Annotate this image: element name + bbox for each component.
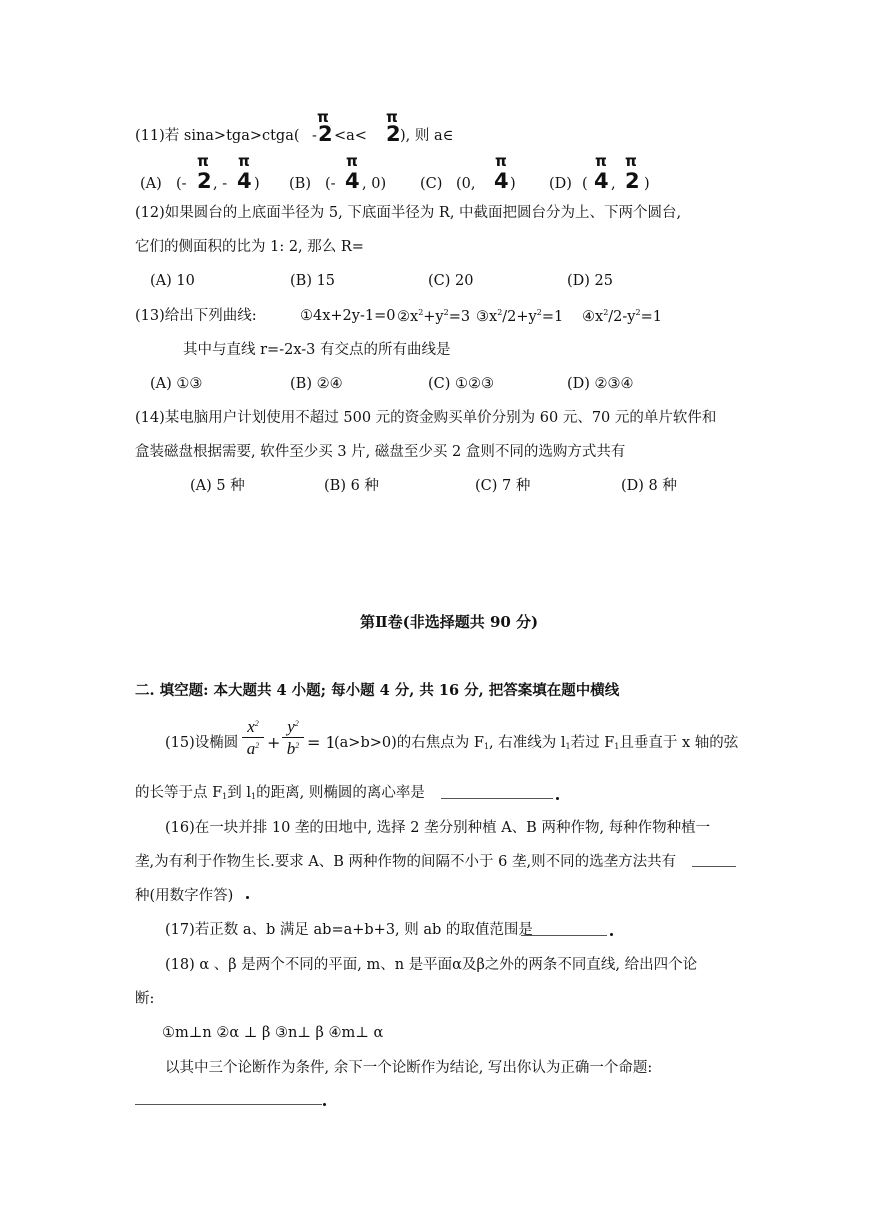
option-text: , [611,176,616,192]
curve-4: $④x^2/2-y^2=1$ [582,308,662,325]
pi-symbol: π [595,152,607,170]
q11-stem-mid: <a< [334,128,367,144]
q12-line2: 它们的侧面积的比为 1: 2, 那么 R= [135,239,364,255]
period-mark [556,797,559,800]
denominator: 4 [494,169,509,193]
option-b: (B) 15 [290,273,336,289]
q14-line1: (14)某电脑用户计划使用不超过 500 元的资金购买单价分别为 60 元、70 元的单片软件和 [135,410,717,426]
option-c: (C) 20 [428,273,474,289]
q15-prefix: (15)设椭圆 [165,735,239,751]
denominator: 2 [625,169,640,193]
option-a: (A) 10 [150,273,195,289]
q13-prefix: (13)给出下列曲线: [135,308,257,324]
option-d: (D) ②③④ [567,376,634,392]
option-b: (B) 6 种 [324,478,379,494]
answer-blank[interactable] [692,866,736,867]
q14-line2: 盒装磁盘根据需要, 软件至少买 3 片, 磁盘至少买 2 盒则不同的选购方式共有 [135,444,626,460]
pi-symbol: π [238,152,250,170]
period-mark [610,933,613,936]
period-mark [323,1103,326,1106]
option-text: (- [176,176,187,192]
option-text: , 0) [362,176,387,192]
option-text: (- [325,176,336,192]
option-a: (A) 5 种 [190,478,245,494]
fill-in-header: 二. 填空题: 本大题共 4 小题; 每小题 4 分, 共 16 分, 把答案填在题中横线 [135,682,620,699]
option-label: (D) [549,176,572,192]
option-d: (D) 8 种 [621,478,677,494]
period-mark [246,896,249,899]
equals-one: = 1 [307,733,336,752]
q16-line1: (16)在一块并排 10 垄的田地中, 选择 2 垄分别种植 A、B 两种作物, 每种作物种植一 [165,820,711,836]
ellipse-term-x: $x^2$ $a^2$ [242,718,264,757]
option-text: ) [644,176,650,192]
ellipse-term-y: $y^2$ $b^2$ [282,718,304,757]
q18-line2: 断: [135,991,155,1007]
pi-symbol: π [386,108,398,126]
q11-stem-suffix: ), 则 a∈ [400,128,454,144]
pi-symbol: π [317,108,329,126]
plus-sign: + [267,733,281,752]
option-text: , - [213,176,228,192]
curve-1: ①4x+2y-1=0 [300,308,396,324]
denominator: 4 [237,169,252,193]
curve-3: $③x^2/2+y^2=1$ [476,308,564,325]
q15-mid: (a>b>0)的右焦点为 $F_1$, 右准线为 $l_1$若过 $F_1$且垂直于 x 轴的弦 [334,735,739,751]
q16-line3: 种(用数字作答) [135,888,234,904]
option-a: (A) ①③ [150,376,203,392]
option-text: ) [510,176,516,192]
answer-blank[interactable] [521,935,607,936]
option-c: (C) ①②③ [428,376,495,392]
option-label: (B) [289,176,311,192]
denominator: 2 [197,169,212,193]
minus-sign: - [312,128,317,144]
q18-statements: ①m⊥n ②α ⊥ β ③n⊥ β ④m⊥ α [162,1025,384,1041]
curve-2: $②x^2+y^2=3$ [397,308,471,325]
option-b: (B) ②④ [290,376,343,392]
option-label: (C) [420,176,443,192]
section-title: 第Ⅱ卷(非选择题共 90 分) [360,613,539,631]
q12-line1: (12)如果圆台的上底面半径为 5, 下底面半径为 R, 中截面把圆台分为上、下两个圆台, [135,205,682,221]
option-c: (C) 7 种 [475,478,531,494]
pi-symbol: π [495,152,507,170]
denominator: 2 [318,122,333,146]
denominator: 4 [345,169,360,193]
q11-stem-prefix: (11)若 sina>tga>ctga( [135,128,300,144]
option-text: ) [254,176,260,192]
option-text: ( [582,176,588,192]
pi-symbol: π [625,152,637,170]
option-label: (A) [140,176,162,192]
option-text: (0, [456,176,476,192]
denominator: 4 [594,169,609,193]
answer-blank[interactable] [441,798,553,799]
q17-line1: (17)若正数 a、b 满足 ab=a+b+3, 则 ab 的取值范围是 [165,922,533,938]
q13-line2: 其中与直线 r=-2x-3 有交点的所有曲线是 [183,342,451,358]
q18-line1: (18) α 、β 是两个不同的平面, m、n 是平面α及β之外的两条不同直线, 给出四个论 [165,957,698,973]
answer-blank[interactable] [135,1104,322,1105]
q18-line3: 以其中三个论断作为条件, 余下一个论断作为结论, 写出你认为正确一个命题: [165,1060,653,1076]
pi-symbol: π [346,152,358,170]
pi-symbol: π [197,152,209,170]
option-d: (D) 25 [567,273,613,289]
denominator: 2 [386,122,401,146]
q16-line2: 垄,为有利于作物生长.要求 A、B 两种作物的间隔不小于 6 垄,则不同的选垄方法共有 [135,854,677,870]
q15-line2: 的长等于点 $F_1$到 $l_1$的距离, 则椭圆的离心率是 [135,785,425,801]
